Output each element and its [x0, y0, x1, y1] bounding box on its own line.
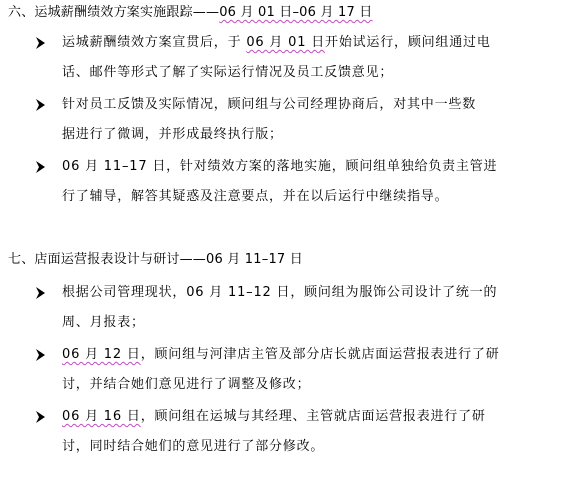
bullet-line [62, 34, 491, 52]
bullet-text: 运城薪酬绩效方案宣贯后，于 [62, 35, 247, 50]
section-6-heading-prefix: 六、运城薪酬绩效方案实施跟踪—— [8, 5, 220, 20]
bullet-date: 06 月 16 日 [62, 409, 141, 424]
bullet-line: 06 月 11–17 日，针对绩效方案的落地实施，顾问组单独给负责主管进 [62, 159, 498, 174]
bullet-line: 据进行了微调，并形成最终执行版； [62, 127, 283, 142]
bullet-date: 06 月 12 日 [62, 347, 141, 362]
bullet-line: 行了辅导，解答其疑惑及注意要点，并在以后运行中继续指导。 [62, 189, 449, 204]
bullet-text: ，顾问组在运城与其经理、主管就店面运营报表进行了研 [140, 409, 486, 424]
bullet-line: 话、邮件等形式了解了实际运行情况及员工反馈意见； [62, 65, 394, 80]
bullet-text: 开始试运行，顾问组通过电 [325, 35, 491, 50]
bullet-line: 讨，并结合她们意见进行了调整及修改； [62, 377, 311, 392]
arrow-bullet-icon [34, 35, 48, 51]
arrow-bullet-icon [34, 97, 48, 113]
arrow-bullet-icon [34, 409, 48, 425]
bullet-line: 讨，同时结合她们的意见进行了部分修改。 [62, 439, 325, 454]
arrow-bullet-icon [34, 285, 48, 301]
bullet-line: 根据公司管理现状，06 月 11–12 日，顾问组为服饰公司设计了统一的 [62, 285, 498, 300]
bullet-line [62, 408, 486, 426]
bullet-line: 针对员工反馈及实际情况，顾问组与公司经理协商后，对其中一些数 [62, 97, 477, 112]
section-6-heading-dates: 06 月 01 日–06 月 17 日 [219, 5, 373, 20]
section-7-heading: 七、店面运营报表设计与研讨——06 月 11–17 日 [8, 252, 303, 267]
bullet-line [62, 346, 500, 364]
bullet-line: 周、月报表； [62, 315, 145, 330]
arrow-bullet-icon [34, 347, 48, 363]
bullet-text: ，顾问组与河津店主管及部分店长就店面运营报表进行了研 [140, 347, 500, 362]
section-6-heading [8, 4, 372, 22]
bullet-date: 06 月 01 日 [246, 35, 326, 50]
arrow-bullet-icon [34, 159, 48, 175]
